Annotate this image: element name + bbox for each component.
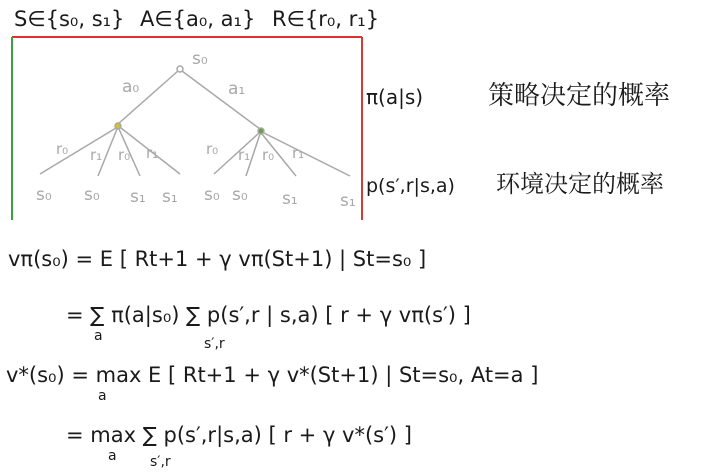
v-star-line2-sub-sr: s′,r xyxy=(150,454,171,470)
leaf-5: s₀ xyxy=(204,185,220,205)
tree-frame xyxy=(12,37,362,220)
leaf-2: s₀ xyxy=(84,185,100,205)
reward-right-1: r₀ xyxy=(206,140,219,158)
v-star-line1: v*(s₀) = max E [ Rt+1 + γ v*(St+1) | St=s₀, At=a ] xyxy=(6,363,539,387)
v-pi-line2-sub-a: a xyxy=(94,328,103,344)
reward-left-2: r₁ xyxy=(90,146,103,164)
action-set: A∈{a₀, a₁} xyxy=(140,7,256,31)
v-pi-line1: vπ(s₀) = E [ Rt+1 + γ vπ(St+1) | St=s₀ ] xyxy=(8,247,427,271)
env-note: 环境决定的概率 xyxy=(496,170,664,198)
v-star-line2: = max ∑ p(s′,r|s,a) [ r + γ v*(s′) ] xyxy=(66,423,412,447)
leaf-6: s₀ xyxy=(232,185,248,205)
leaf-8: s₁ xyxy=(340,191,356,211)
leaf-1: s₀ xyxy=(36,185,52,205)
v-star-line1-sub-a: a xyxy=(98,388,107,404)
header xyxy=(14,7,379,31)
reward-right-2: r₁ xyxy=(238,146,251,164)
edge-right-4 xyxy=(264,133,350,176)
action-right-label: a₁ xyxy=(228,79,246,99)
edge-left-1 xyxy=(40,128,116,174)
reward-right-3: r₀ xyxy=(262,146,275,164)
root-label: s₀ xyxy=(192,49,208,69)
policy-note: 策略决定的概率 xyxy=(488,81,671,111)
reward-left-1: r₀ xyxy=(56,140,69,158)
reward-left-3: r₀ xyxy=(118,146,131,164)
equations xyxy=(6,247,538,470)
policy-formula: π(a|s) xyxy=(366,85,424,109)
tree-labels xyxy=(36,49,356,211)
reward-right-4: r₁ xyxy=(292,144,305,162)
leaf-7: s₁ xyxy=(282,189,298,209)
leaf-4: s₁ xyxy=(162,187,178,207)
reward-set: R∈{r₀, r₁} xyxy=(272,7,380,31)
reward-left-4: r₁ xyxy=(146,144,159,162)
action-left-label: a₀ xyxy=(122,77,140,97)
edge-right-1 xyxy=(214,133,259,174)
v-pi-line2-sub-sr: s′,r xyxy=(204,336,225,352)
edge-a1 xyxy=(182,71,260,129)
state-set: S∈{s₀, s₁} xyxy=(14,7,125,31)
leaf-3: s₁ xyxy=(130,187,146,207)
annotations xyxy=(366,81,670,198)
v-pi-line2: = ∑ π(a|s₀) ∑ p(s′,r | s,a) [ r + γ vπ(s′) ] xyxy=(66,303,471,327)
v-star-line2-sub-a: a xyxy=(108,448,117,464)
env-formula: p(s′,r|s,a) xyxy=(366,175,455,197)
